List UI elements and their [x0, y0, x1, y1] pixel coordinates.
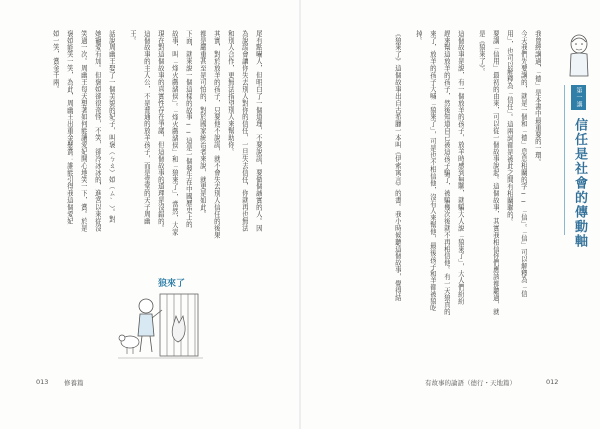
- text-column: 姒一笑，賞金千兩。: [51, 30, 60, 93]
- text-column: 話說周幽王娶了一個美貌的妃子，叫褒（ㄅㄠ）姒（ㄙˋ）。對: [107, 30, 116, 223]
- text-column: 要講「信用」最初的由來，可以從一個故事說起。這個故事，其實我相信你們應該都聽過，就: [491, 30, 500, 315]
- text-column: 為說謊會讓你失去別人對你的信任，一旦失去信任，你就再也無法: [240, 30, 249, 232]
- text-column: 今天我們先要講的，就是一個和「德」息息相關的字──「信」。「信」可以解釋為「信: [519, 30, 528, 298]
- wolf-cage-illustration: [118, 276, 203, 371]
- text-column: 是《狼來了》。: [477, 30, 486, 76]
- text-column: 故事，叫「烽火戲諸侯」。「烽火戲諸侯」和「狼來了」，當然，大家: [170, 30, 179, 236]
- character-doodle-icon: [566, 32, 592, 80]
- text-column: 來了，放羊的孩子大喊「狼來了」，可是也不相信他，沒有人來幫他，最後孩子和羊都被狼吃: [428, 30, 437, 312]
- right-page: [301, 0, 600, 429]
- text-column: 尾有點嚇人，但明白了一個道理，不要說謊，要做個誠實的人。因: [254, 30, 263, 232]
- text-column: 現在對這個故事的真實性存在爭議，但這個故事的道理是沒錯的。: [156, 30, 165, 232]
- text-column: 都是嚴重甚至是可怕的，對於國家統治者來說，就更是如此。: [198, 30, 207, 218]
- illustration-label: 狼來了: [158, 279, 186, 289]
- text-column: 王。: [128, 30, 137, 44]
- text-column: 褒姒能笑一笑，為此，周幽王出重金懸賞：誰能引得我這個愛妃: [65, 30, 74, 225]
- text-column: 下面，就來說一個這樣的故事──這是一個發生在中國歷史上的: [184, 30, 193, 228]
- right-page-number: 012: [546, 378, 559, 386]
- text-column: 我曾經講過，「德」是本書中最重要的一環。: [533, 30, 542, 166]
- chapter-title: 信任是社會的傳動軸: [572, 118, 587, 249]
- text-column: 笑過一次。周幽王每天想著如何能讓愛妃開心地笑一下，賞。於是: [79, 30, 88, 232]
- text-column: 其實，對於放羊的孩子，只要他不說謊，就不會失去別人信任的後果: [212, 30, 221, 239]
- text-column: 這個故事的主人公，不是普通的放羊孩子，而是堂堂的天子周幽: [142, 30, 151, 225]
- right-running-title: 有故事的論語（德行・天地篇）: [425, 379, 516, 387]
- left-section-label: 修養篇: [64, 379, 84, 387]
- text-column: 她寵愛有加。但褒姒卻很奇怪，不笑，卻冷冰冰的，進宮以來從沒: [93, 30, 102, 232]
- text-column: 趕來幫這放羊的孩子，然後知道自己被這孩子騙了，被騙幾次後就不再相信他。有一天狼真的: [442, 30, 451, 315]
- text-column: 用」，也可以解釋為「信任」。這兩詞都是被此之間有相關聯的。: [505, 30, 514, 225]
- text-column: 《狼來了》這個故事出自古希臘一本叫《伊索寓言》的書。我小時候聽這個故事，覺得結: [393, 30, 402, 302]
- left-page-number: 013: [36, 378, 49, 386]
- chapter-badge: 第一講: [571, 85, 586, 110]
- text-column: 這個故事是說，有一個放羊的孩子，放羊時感到無聊，就騙大人說「狼來了」，大人們紛紛: [456, 30, 465, 305]
- chapter-rule: [564, 85, 565, 235]
- text-column: 和別人合作，更無法指望別人來幫助你。: [226, 30, 235, 156]
- text-column: 掉。: [414, 30, 423, 44]
